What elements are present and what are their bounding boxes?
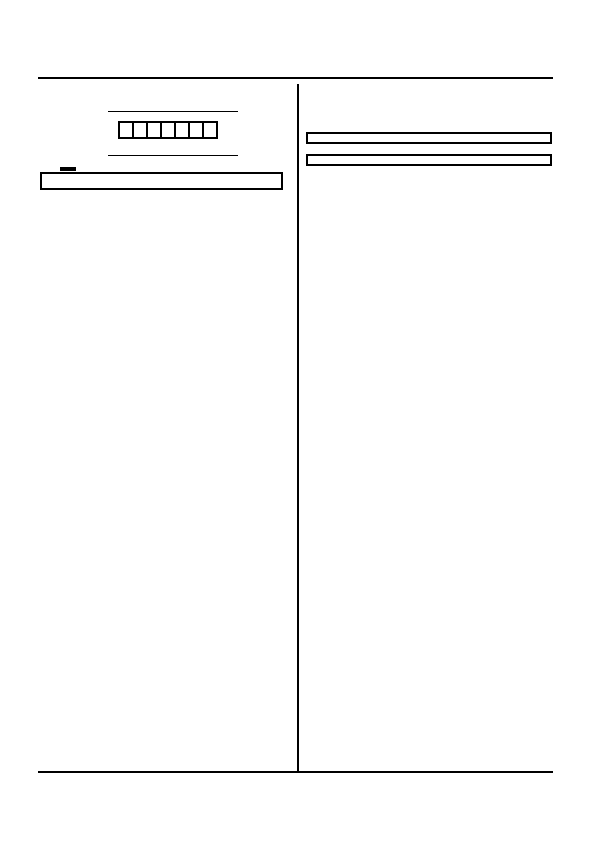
answer-options [40,212,290,214]
footer-rule [38,771,553,773]
right-question-list [306,98,552,166]
header-rule [38,77,553,79]
digit-box-row [118,121,216,139]
field1-blank[interactable] [108,102,238,112]
right-column [306,88,552,176]
reading-passage [306,132,552,144]
digit-box[interactable] [202,121,218,139]
notice-tag [60,167,76,171]
column-divider [297,84,299,771]
notice-box [40,172,283,190]
question [306,98,552,100]
field-row-3 [40,144,290,158]
field3-blank[interactable] [108,146,238,156]
field-row-1 [40,100,290,114]
question [40,212,290,214]
field-row-2 [40,120,290,140]
left-column [40,88,290,246]
reading-passage [306,154,552,166]
answer-options [306,98,552,100]
left-question-list [40,202,290,246]
